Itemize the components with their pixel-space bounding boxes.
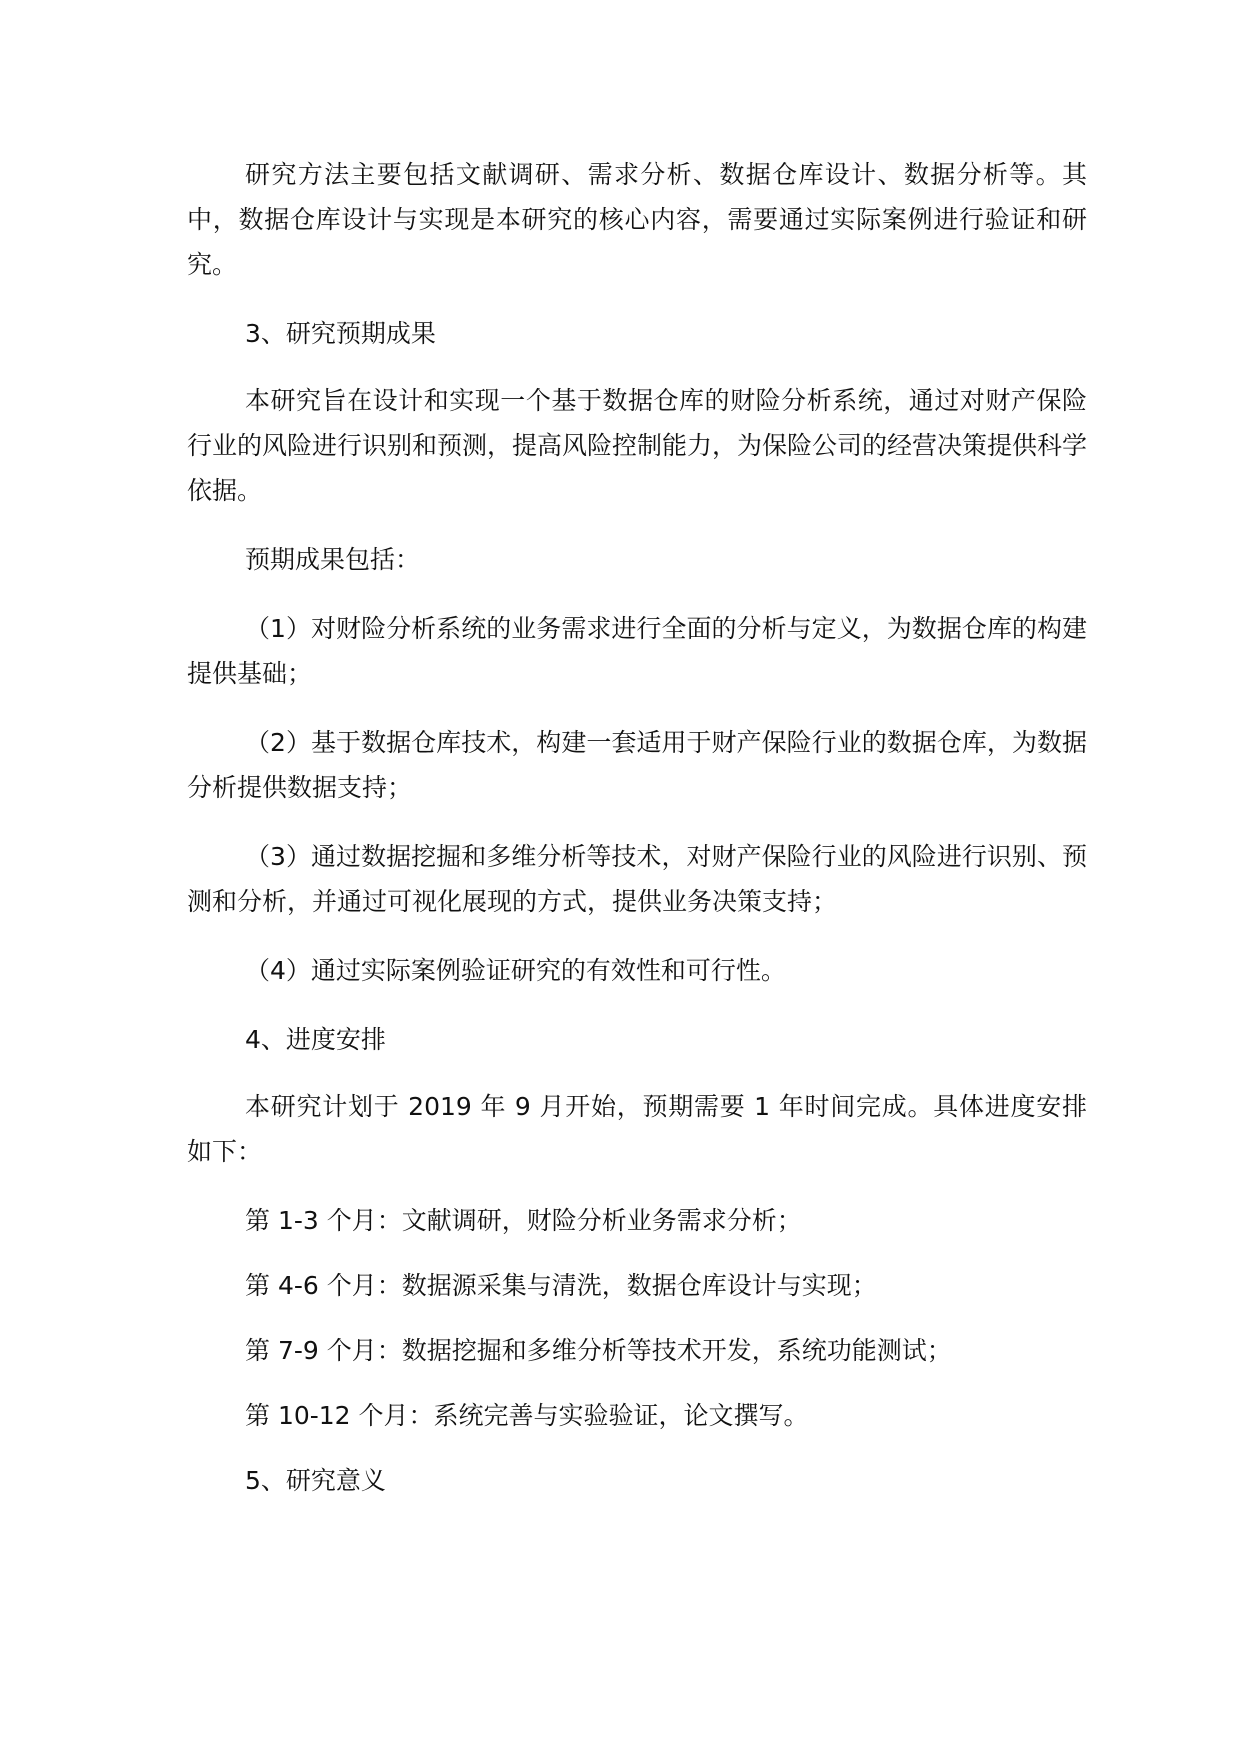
schedule-item-months-7-9: 第 7-9 个月：数据挖掘和多维分析等技术开发，系统功能测试；	[245, 1336, 952, 1365]
list-item-result-4: （4）通过实际案例验证研究的有效性和可行性。	[245, 956, 786, 985]
paragraph-research-methods: 研究方法主要包括文献调研、需求分析、数据仓库设计、数据分析等。其中，数据仓库设计与实现是本研究的核心内容，需要通过实际案例进行验证和研究。	[187, 160, 1087, 279]
paragraph-expected-results-intro: 预期成果包括：	[245, 545, 421, 574]
schedule-item-months-4-6: 第 4-6 个月：数据源采集与清洗，数据仓库设计与实现；	[245, 1271, 877, 1300]
paragraph-research-goal: 本研究旨在设计和实现一个基于数据仓库的财险分析系统，通过对财产保险行业的风险进行识别和预测，提高风险控制能力，为保险公司的经营决策提供科学依据。	[187, 386, 1088, 505]
section-heading-schedule: 4、进度安排	[245, 1025, 386, 1054]
list-item-result-2: （2）基于数据仓库技术，构建一套适用于财产保险行业的数据仓库，为数据分析提供数据支持；	[187, 728, 1087, 802]
schedule-item-months-1-3: 第 1-3 个月：文献调研，财险分析业务需求分析；	[245, 1206, 802, 1235]
list-item-result-1: （1）对财险分析系统的业务需求进行全面的分析与定义，为数据仓库的构建提供基础；	[187, 614, 1087, 688]
document-body	[187, 152, 1087, 1525]
paragraph-schedule-intro: 本研究计划于 2019 年 9 月开始，预期需要 1 年时间完成。具体进度安排如下：	[187, 1092, 1087, 1166]
section-heading-significance: 5、研究意义	[245, 1466, 386, 1495]
section-heading-expected-results: 3、研究预期成果	[245, 319, 436, 348]
list-item-result-3: （3）通过数据挖掘和多维分析等技术，对财产保险行业的风险进行识别、预测和分析，并通过可视化展现的方式，提供业务决策支持；	[187, 842, 1087, 916]
schedule-item-months-10-12: 第 10-12 个月：系统完善与实验验证，论文撰写。	[245, 1401, 809, 1430]
